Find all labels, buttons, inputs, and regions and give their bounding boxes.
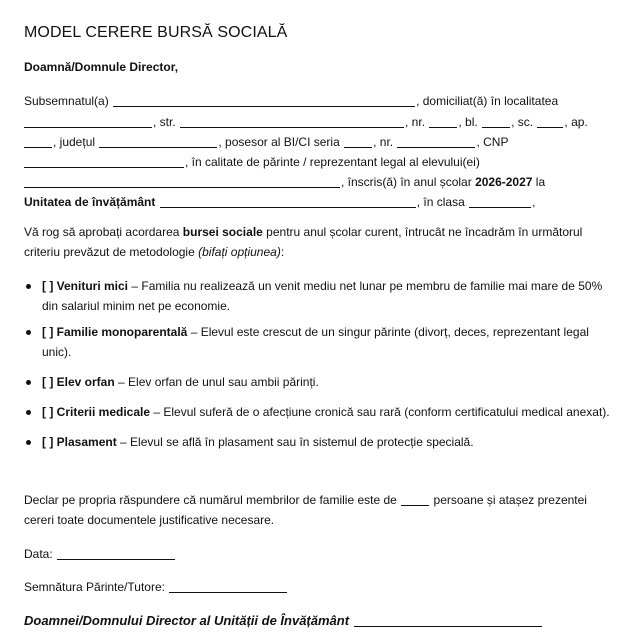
date-label: Data: bbox=[24, 547, 53, 561]
applicant-name-blank[interactable] bbox=[113, 94, 415, 107]
id-series-label: , posesor al BI/CI seria bbox=[218, 135, 340, 149]
criterion-text: – Elevul se află în plasament sau în sistemul de protecție specială. bbox=[116, 435, 474, 449]
document-title: MODEL CERERE BURSĂ SOCIALĂ bbox=[24, 24, 288, 41]
criterion-label: [ ] Venituri mici bbox=[42, 279, 129, 293]
date-blank[interactable] bbox=[57, 547, 175, 560]
at-label: la bbox=[535, 175, 546, 189]
addressee-blank[interactable] bbox=[354, 613, 542, 627]
address-line bbox=[24, 113, 588, 130]
criterion-label: [ ] Plasament bbox=[42, 435, 117, 449]
class-label: , în clasa bbox=[416, 195, 465, 209]
class-comma: , bbox=[532, 195, 536, 209]
request-text-b: pentru anul școlar curent, întrucât ne încadrăm în următorul criteriu prevăzut de metodologie bbox=[24, 225, 583, 259]
request-text-a: Vă rog să aprobați acordarea bbox=[24, 225, 180, 239]
locality-blank[interactable] bbox=[24, 115, 152, 128]
school-year-label: , înscris(ă) în anul școlar bbox=[341, 175, 472, 189]
criteria-list bbox=[24, 276, 614, 452]
school-year: 2026-2027 bbox=[475, 175, 533, 189]
criterion-text: – Elev orfan de unul sau ambii părinți. bbox=[114, 375, 319, 389]
id-series-blank[interactable] bbox=[344, 135, 372, 148]
number-blank[interactable] bbox=[429, 115, 457, 128]
addressee-text: Doamnei/Domnului Director al Unității de Învățământ bbox=[24, 613, 350, 628]
street-blank[interactable] bbox=[180, 115, 404, 128]
criterion-text: – Familia nu realizează un venit mediu net lunar pe membru de familie mai mare de 50% din salariul minim net pe economie. bbox=[42, 279, 603, 313]
criterion-label: [ ] Familie monoparentală bbox=[42, 325, 188, 339]
request-scholarship-type: bursei sociale bbox=[182, 225, 263, 239]
greeting: Doamnă/Domnule Director, bbox=[24, 60, 179, 74]
number-label: , nr. bbox=[405, 115, 426, 129]
guardian-label: , în calitate de părinte / reprezentant legal al elevului(ei) bbox=[185, 155, 480, 169]
apartment-blank[interactable] bbox=[24, 135, 52, 148]
addressee-footer bbox=[24, 611, 543, 628]
id-line bbox=[24, 133, 508, 150]
applicant-line bbox=[24, 92, 558, 109]
locality-label: , domiciliat(ă) în localitatea bbox=[416, 94, 559, 108]
criterion-item[interactable] bbox=[24, 402, 614, 422]
request-instruction: (bifați opțiunea) bbox=[198, 245, 281, 259]
criterion-text: – Elevul suferă de o afecțiune cronică sau rară (conform certificatului medical anexat). bbox=[150, 405, 610, 419]
apartment-label: , ap. bbox=[564, 115, 588, 129]
id-number-blank[interactable] bbox=[397, 135, 475, 148]
signature-line bbox=[24, 578, 288, 595]
stair-blank[interactable] bbox=[537, 115, 563, 128]
student-name-blank[interactable] bbox=[24, 175, 340, 188]
criterion-item[interactable] bbox=[24, 432, 614, 452]
request-paragraph bbox=[24, 222, 604, 262]
stair-label: , sc. bbox=[511, 115, 534, 129]
county-blank[interactable] bbox=[99, 135, 217, 148]
school-line bbox=[24, 193, 535, 210]
criterion-item[interactable] bbox=[24, 372, 614, 392]
request-colon: : bbox=[280, 245, 285, 259]
county-label: , județul bbox=[53, 135, 96, 149]
street-label: , str. bbox=[153, 115, 176, 129]
signature-label: Semnătura Părinte/Tutore: bbox=[24, 580, 165, 594]
criterion-item[interactable] bbox=[24, 322, 614, 362]
date-line bbox=[24, 545, 176, 562]
criterion-label: [ ] Criterii medicale bbox=[42, 405, 151, 419]
signature-blank[interactable] bbox=[169, 580, 287, 593]
criterion-item[interactable] bbox=[24, 276, 614, 316]
class-blank[interactable] bbox=[469, 195, 531, 208]
id-number-label: , nr. bbox=[373, 135, 394, 149]
school-label: Unitatea de învățământ bbox=[24, 195, 156, 209]
criterion-text: – Elevul este crescut de un singur părinte (divorț, deces, reprezentant legal unic). bbox=[42, 325, 589, 359]
school-blank[interactable] bbox=[160, 195, 416, 208]
student-line bbox=[24, 173, 545, 190]
cnp-blank[interactable] bbox=[24, 155, 184, 168]
declaration-text-a: Declar pe propria răspundere că numărul membrilor de familie este de bbox=[24, 493, 397, 507]
guardian-line bbox=[24, 153, 480, 170]
declaration-paragraph bbox=[24, 490, 604, 530]
declaration-text-b: persoane și atașez prezentei cereri toate documentele justificative necesare. bbox=[24, 493, 587, 527]
block-label: , bl. bbox=[458, 115, 478, 129]
cnp-label: , CNP bbox=[476, 135, 509, 149]
criterion-label: [ ] Elev orfan bbox=[42, 375, 115, 389]
block-blank[interactable] bbox=[482, 115, 510, 128]
family-members-blank[interactable] bbox=[401, 493, 429, 506]
applicant-name-label: Subsemnatul(a) bbox=[24, 94, 109, 108]
